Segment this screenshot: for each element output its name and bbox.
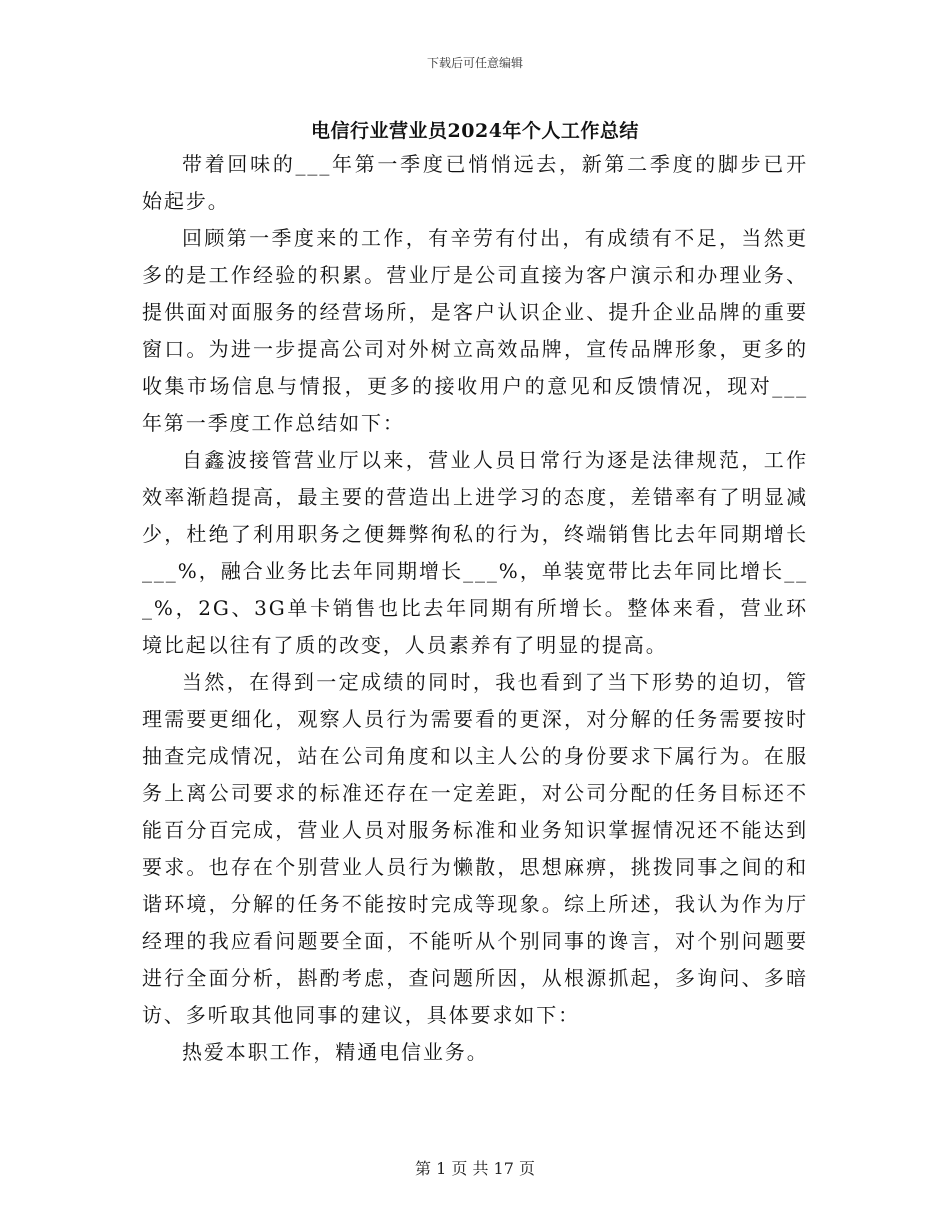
page-number: 第 1 页 共 17 页: [415, 1159, 535, 1178]
document-title: 电信行业营业员2024年个人工作总结: [311, 120, 639, 142]
paragraph-achievements: 自鑫波接管营业厅以来，营业人员日常行为逐是法律规范，工作效率渐趋提高，最主要的营造出上进学习的态度，差错率有了明显减少，杜绝了利用职务之便舞弊徇私的行为，终端销售比去年同期增长___%，融合业务比去年同期增长___%，单装宽带比去年同比增长___%，2G、3G单卡销售也比去年同期有所增长。整体来看，营业环境比起以往有了质的改变，人员素养有了明显的提高。: [142, 448, 808, 657]
paragraph-shortcomings: 当然，在得到一定成绩的同时，我也看到了当下形势的迫切，管理需要更细化，观察人员行为需要看的更深，对分解的任务需要按时抽查完成情况，站在公司角度和以主人公的身份要求下属行为。在服务上离公司要求的标准还存在一定差距，对公司分配的任务目标还不能百分百完成，营业人员对服务标准和业务知识掌握情况还不能达到要求。也存在个别营业人员行为懒散，思想麻痹，挑拨同事之间的和谐环境，分解的任务不能按时完成等现象。综上所述，我认为作为厅经理的我应看问题要全面，不能听从个别同事的谗言，对个别问题要进行全面分析，斟酌考虑，查问题所因，从根源抓起，多询问、多暗访、多听取其他同事的建议，具体要求如下：: [142, 670, 808, 1027]
paragraph-review: 回顾第一季度来的工作，有辛劳有付出，有成绩有不足，当然更多的是工作经验的积累。营业厅是公司直接为客户演示和办理业务、提供面对面服务的经营场所，是客户认识企业、提升企业品牌的重要窗口。为进一步提高公司对外树立高效品牌，宣传品牌形象，更多的收集市场信息与情报，更多的接收用户的意见和反馈情况，现对___年第一季度工作总结如下：: [142, 226, 808, 435]
paragraph-intro: 带着回味的___年第一季度已悄悄远去，新第二季度的脚步已开始起步。: [142, 152, 808, 213]
page-header-note: 下载后可任意编辑: [426, 56, 523, 70]
document-body: [142, 146, 808, 1071]
paragraph-requirement-1: 热爱本职工作，精通电信业务。: [182, 1040, 489, 1064]
